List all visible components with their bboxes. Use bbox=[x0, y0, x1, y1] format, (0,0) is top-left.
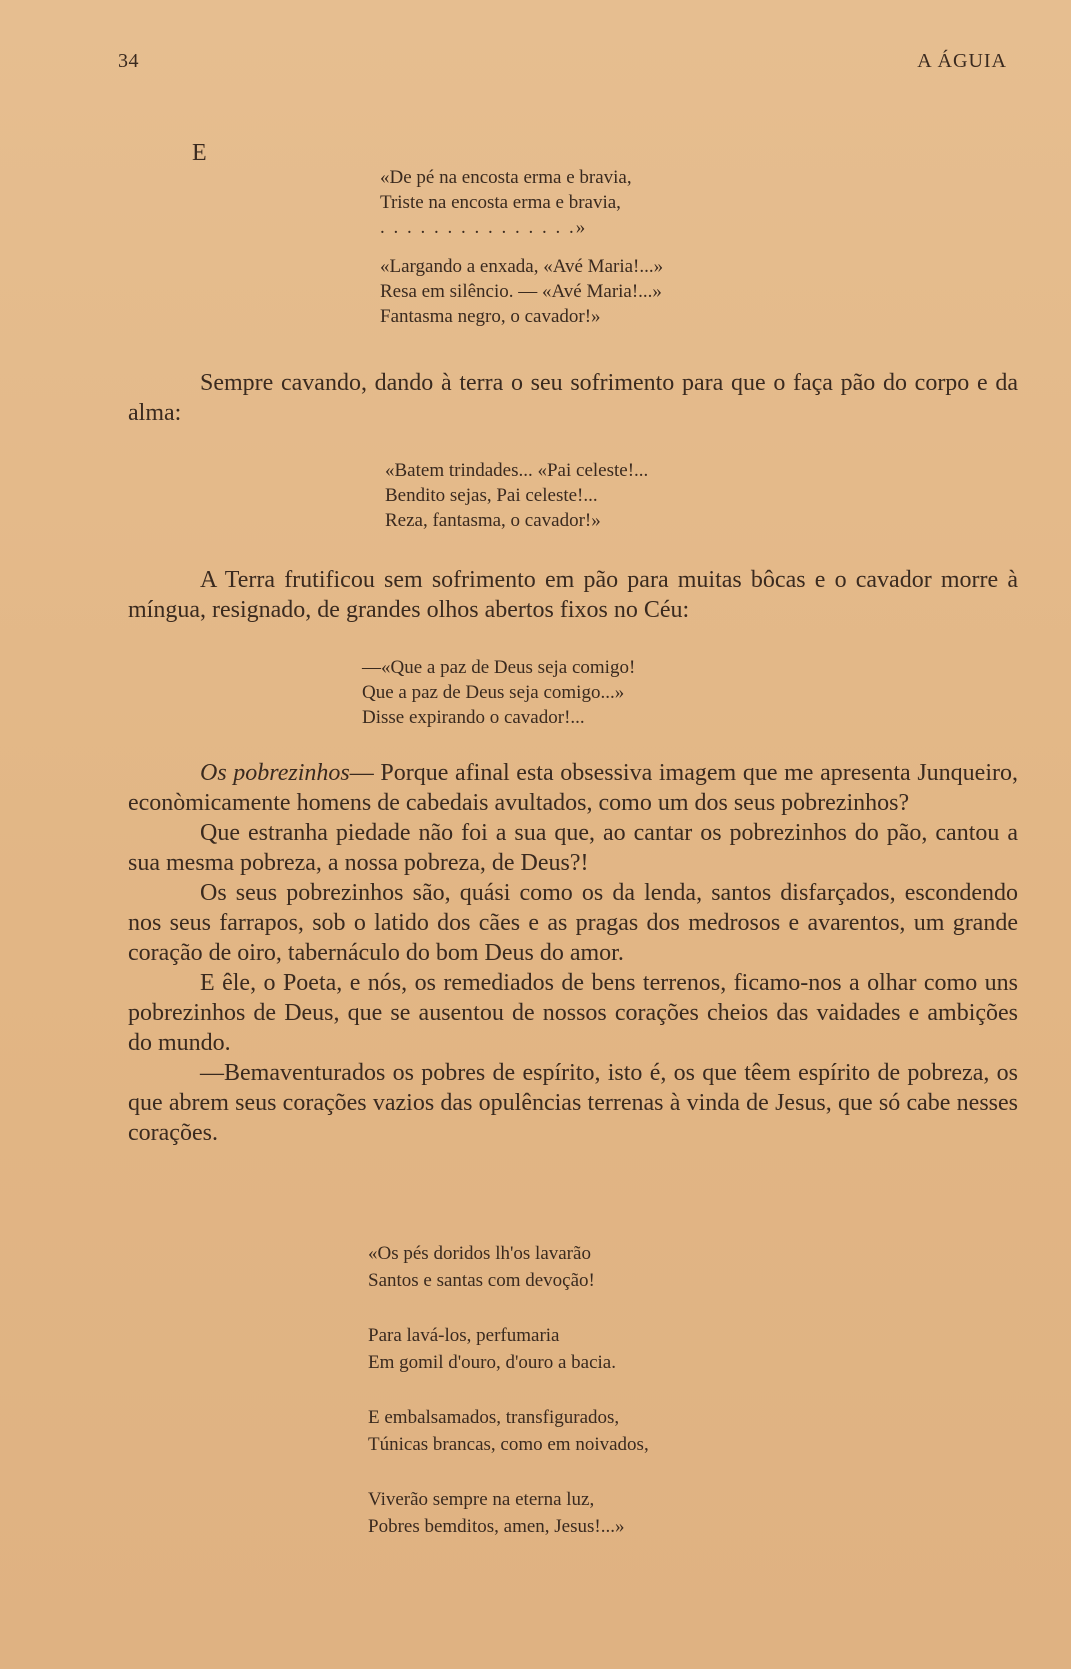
verse-stanza-2 bbox=[385, 458, 648, 533]
running-title: A ÁGUIA bbox=[917, 50, 1007, 72]
verse-line: Em gomil d'ouro, d'ouro a bacia. bbox=[368, 1352, 616, 1373]
page-number: 34 bbox=[118, 50, 139, 72]
paragraph-1 bbox=[128, 368, 1018, 428]
verse-line: E embalsamados, transfigurados, bbox=[368, 1407, 620, 1428]
verse-line: «Largando a enxada, «Avé Maria!...» bbox=[380, 256, 664, 277]
verse-line: Disse expirando o cavador!... bbox=[362, 707, 585, 728]
verse-line: «Os pés doridos lh'os lavarão bbox=[368, 1243, 591, 1264]
verse-line: Que a paz de Deus seja comigo...» bbox=[362, 682, 625, 703]
paragraph-2 bbox=[128, 565, 1018, 625]
verse-gap bbox=[380, 240, 663, 254]
verse-line: Para lavá-los, perfumaria bbox=[368, 1325, 560, 1346]
verse-gap bbox=[368, 1376, 649, 1404]
verse-line: Triste na encosta erma e bravia, bbox=[380, 192, 621, 213]
verse-gap bbox=[368, 1294, 649, 1322]
verse-line: «De pé na encosta erma e bravia, bbox=[380, 167, 632, 188]
verse-line: Pobres bemditos, amen, Jesus!...» bbox=[368, 1516, 625, 1537]
verse-line: Viverão sempre na eterna luz, bbox=[368, 1489, 595, 1510]
verse-stanza-1 bbox=[380, 165, 663, 329]
body-text bbox=[128, 758, 1018, 1148]
verse-ellipsis-line: . . . . . . . . . . . . . . .» bbox=[380, 217, 588, 238]
paragraph-text: — Porque afinal esta obsessiva imagem que me apresenta Junqueiro, econòmicamente homens de cabedais avultados, como um dos seus pobrezinhos? bbox=[128, 760, 1018, 816]
section-title: Os pobrezinhos bbox=[200, 760, 350, 786]
paragraph-4: Que estranha piedade não foi a sua que, ao cantar os pobrezinhos do pão, cantou a sua mesma pobreza, a nossa pobreza, de Deus?! bbox=[128, 820, 1018, 876]
verse-line: Reza, fantasma, o cavador!» bbox=[385, 510, 601, 531]
verse-line: Túnicas brancas, como em noivados, bbox=[368, 1434, 649, 1455]
paragraph-text: Sempre cavando, dando à terra o seu sofrimento para que o faça pão do corpo e da alma: bbox=[128, 370, 1018, 426]
verse-stanza-4 bbox=[368, 1240, 649, 1540]
opening-letter: E bbox=[192, 140, 207, 166]
verse-line: —«Que a paz de Deus seja comigo! bbox=[362, 657, 636, 678]
paragraph-3 bbox=[128, 758, 1018, 818]
verse-line: Santos e santas com devoção! bbox=[368, 1270, 595, 1291]
paragraph-5: Os seus pobrezinhos são, quási como os da lenda, santos disfarçados, escondendo nos seus farrapos, sob o latido dos cães e as pragas dos medrosos e avarentos, um grande coração de oiro, tabernáculo do bom Deus do amor. bbox=[128, 880, 1018, 966]
paragraph-7: —Bemaventurados os pobres de espírito, isto é, os que têem espírito de pobreza, os que abrem seus corações vazios das opulências terrenas à vinda de Jesus, que só cabe nesses corações. bbox=[128, 1060, 1018, 1146]
verse-line: «Batem trindades... «Pai celeste!... bbox=[385, 460, 649, 481]
verse-gap bbox=[368, 1458, 649, 1486]
verse-line: Bendito sejas, Pai celeste!... bbox=[385, 485, 598, 506]
verse-line: Fantasma negro, o cavador!» bbox=[380, 306, 601, 327]
verse-line: Resa em silêncio. — «Avé Maria!...» bbox=[380, 281, 662, 302]
paragraph-text: A Terra frutificou sem sofrimento em pão para muitas bôcas e o cavador morre à míngua, resignado, de grandes olhos abertos fixos no Céu: bbox=[128, 567, 1018, 623]
verse-stanza-3 bbox=[362, 655, 635, 730]
paragraph-6: E êle, o Poeta, e nós, os remediados de bens terrenos, ficamo-nos a olhar como uns pobrezinhos de Deus, que se ausentou de nossos corações cheios das vaidades e ambições do mundo. bbox=[128, 970, 1018, 1056]
